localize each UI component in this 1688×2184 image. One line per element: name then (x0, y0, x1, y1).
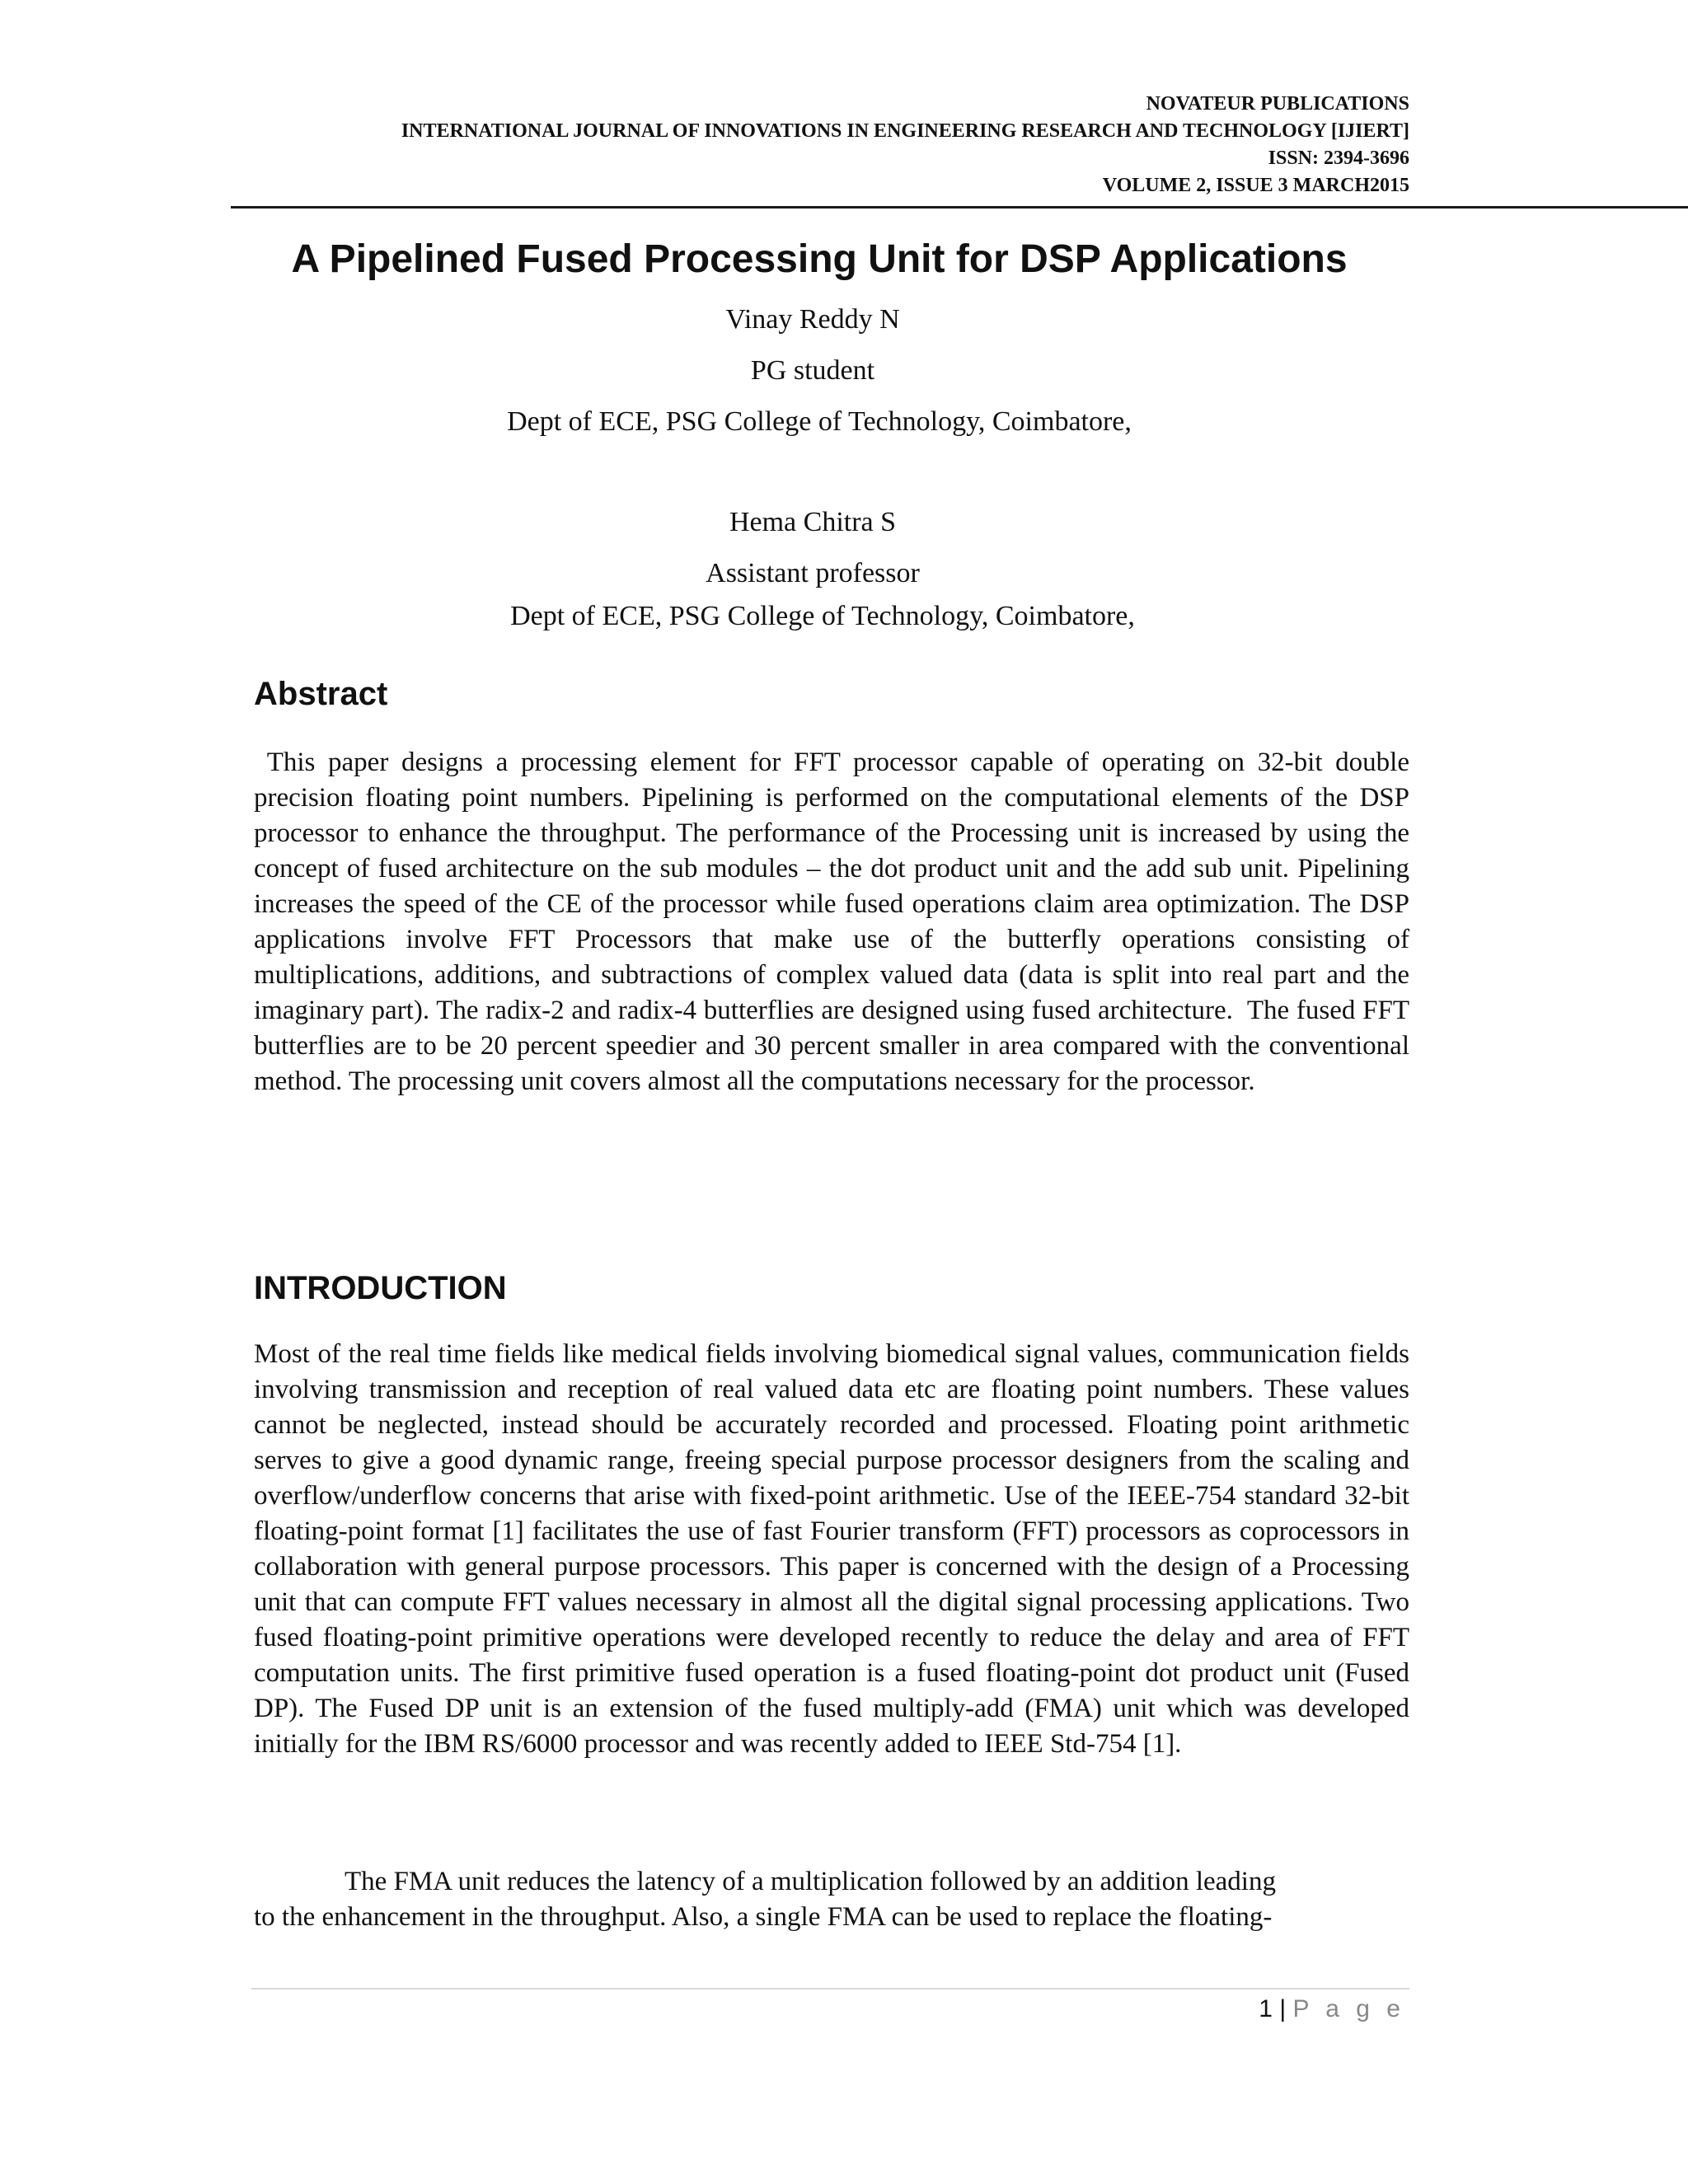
journal-name: INTERNATIONAL JOURNAL OF INNOVATIONS IN ENGINEERING RESEARCH AND TECHNOLOGY [IJIERT] (401, 120, 1409, 142)
page-footer (247, 1993, 1405, 2026)
abstract-text: This paper designs a processing element for FFT processor capable of operating on 32-bit double precision floating point numbers. Pipelining is performed on the computational elements of the DSP processor to enhance the throughput. The performance of the Processing unit is increased by using the concept of fused architecture on the sub modules – the dot product unit and the add sub unit. Pipelining increases the speed of the CE of the processor while fused operations claim area optimization. The DSP applications involve FFT Processors that make use of the butterfly operations consisting of multiplications, additions, and subtractions of complex valued data (data is split into real part and the imaginary part). The radix-2 and radix-4 butterflies are designed using fused architecture. The fused FFT butterflies are to be 20 percent speedier and 30 percent smaller in area compared with the conventional method. The processing unit covers almost all the computations necessary for the processor. (254, 748, 1417, 1096)
footer-divider (251, 1988, 1409, 1990)
footer-separator: | (1279, 1995, 1287, 2022)
introduction-paragraph-2-line-2: to the enhancement in the throughput. Also, a single FMA can be used to replace the floating- (254, 1902, 1273, 1932)
issn: ISSN: 2394-3696 (1268, 148, 1409, 169)
author-2-name: Hema Chitra S (729, 507, 897, 537)
author-1-name: Vinay Reddy N (725, 304, 900, 335)
journal-header (247, 91, 1409, 199)
author-1-role: PG student (750, 355, 875, 386)
header-divider (231, 206, 1688, 209)
paper-title (0, 235, 1688, 284)
volume-issue: VOLUME 2, ISSUE 3 MARCH2015 (1102, 175, 1409, 196)
author-1-affiliation: Dept of ECE, PSG College of Technology, Coimbatore, (507, 406, 1132, 437)
introduction-paragraph-1: Most of the real time fields like medical fields involving biomedical signal values, communication fields involving transmission and reception of real valued data etc are floating point numbers. These values cannot be neglected, instead should be accurately recorded and processed. Floating point arithmetic serves to give a good dynamic range, freeing special purpose processor designers from the scaling and overflow/underflow concerns that arise with fixed-point arithmetic. Use of the IEEE-754 standard 32-bit floating-point format [1] facilitates the use of fast Fourier transform (FFT) processors as coprocessors in collaboration with general purpose processors. This paper is concerned with the design of a Processing unit that can compute FFT values necessary in almost all the digital signal processing applications. Two fused floating-point primitive operations were developed recently to reduce the delay and area of FFT computation units. The first primitive fused operation is a fused floating-point dot product unit (Fused DP). The Fused DP unit is an extension of the fused multiply-add (FMA) unit which was developed initially for the IBM RS/6000 processor and was recently added to IEEE Std-754 [1]. (254, 1339, 1409, 1759)
author-2-affiliation: Dept of ECE, PSG College of Technology, Coimbatore, (510, 601, 1135, 631)
introduction-heading: INTRODUCTION (254, 1270, 507, 1306)
page-label: P a g e (1292, 1995, 1405, 2022)
publisher-name: NOVATEUR PUBLICATIONS (1146, 93, 1409, 115)
abstract-heading: Abstract (254, 676, 388, 712)
page-number: 1 (1259, 1995, 1273, 2022)
author-2-role: Assistant professor (706, 558, 920, 588)
introduction-paragraph-2-line-1: The FMA unit reduces the latency of a multiplication followed by an addition leading (345, 1867, 1276, 1896)
paper-title-text: A Pipelined Fused Processing Unit for DSP Applications (291, 237, 1348, 281)
